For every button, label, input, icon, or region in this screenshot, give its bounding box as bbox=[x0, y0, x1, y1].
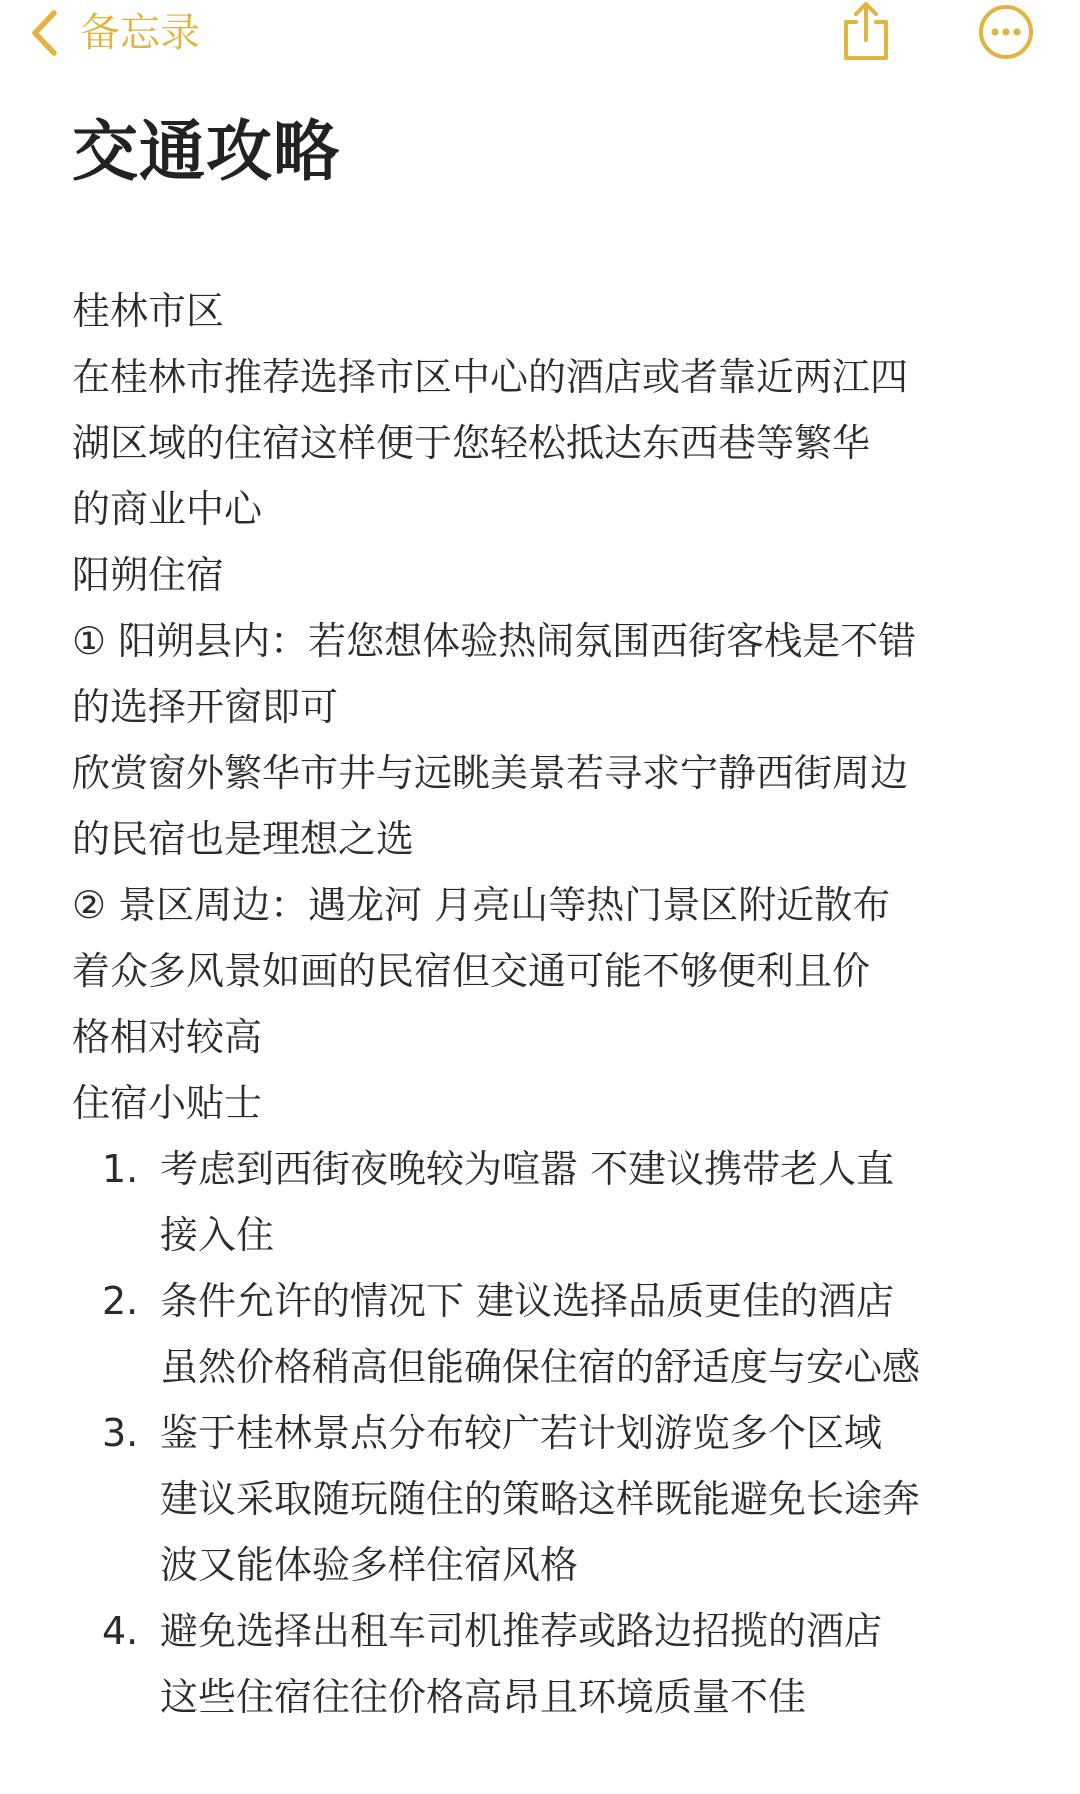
back-label: 备忘录 bbox=[80, 10, 200, 56]
note-line: ② 景区周边：遇龙河 月亮山等热门景区附近散布 bbox=[72, 883, 891, 927]
tip-line: 建议采取随玩随住的策略这样既能避免长途奔 bbox=[160, 1477, 921, 1521]
note-line: 欣赏窗外繁华市井与远眺美景若寻求宁静西街周边 bbox=[72, 751, 909, 795]
note-title[interactable]: 交通攻略 bbox=[72, 113, 340, 190]
tip-text: 鉴于桂林景点分布较广若计划游览多个区域 bbox=[160, 1411, 883, 1455]
note-line: 在桂林市推荐选择市区中心的酒店或者靠近两江四 bbox=[72, 355, 909, 399]
share-button[interactable] bbox=[838, 0, 894, 62]
tip-line: 这些住宿往往价格高昂且环境质量不佳 bbox=[160, 1675, 807, 1719]
tip-item bbox=[72, 1136, 1022, 1268]
tip-line bbox=[160, 1598, 1022, 1664]
tip-line bbox=[160, 1400, 1022, 1466]
tip-line bbox=[160, 1268, 1022, 1334]
tip-line: 波又能体验多样住宿风格 bbox=[160, 1543, 579, 1587]
tip-number: 3. bbox=[102, 1411, 139, 1455]
back-button[interactable] bbox=[30, 6, 200, 60]
navigation-bar bbox=[0, 0, 1080, 66]
note-line: 阳朔住宿 bbox=[72, 553, 225, 597]
tip-number: 2. bbox=[102, 1279, 139, 1323]
tip-item bbox=[72, 1598, 1022, 1730]
note-body[interactable] bbox=[72, 278, 1022, 1730]
note-line: 着众多风景如画的民宿但交通可能不够便利且价 bbox=[72, 949, 871, 993]
note-line: 桂林市区 bbox=[72, 289, 225, 333]
note-line: 的民宿也是理想之选 bbox=[72, 817, 415, 861]
tip-line: 虽然价格稍高但能确保住宿的舒适度与安心感 bbox=[160, 1345, 921, 1389]
note-line: 格相对较高 bbox=[72, 1015, 263, 1059]
tip-text: 避免选择出租车司机推荐或路边招揽的酒店 bbox=[160, 1609, 883, 1653]
note-line: 湖区域的住宿这样便于您轻松抵达东西巷等繁华 bbox=[72, 421, 871, 465]
note-line: ① 阳朔县内：若您想体验热闹氛围西街客栈是不错 bbox=[72, 619, 917, 663]
tip-line bbox=[160, 1136, 1022, 1202]
note-line: 的选择开窗即可 bbox=[72, 685, 339, 729]
share-icon bbox=[838, 0, 894, 62]
note-line: 住宿小贴士 bbox=[72, 1081, 263, 1125]
tip-number: 4. bbox=[102, 1609, 139, 1653]
more-icon bbox=[978, 4, 1034, 60]
tip-text: 条件允许的情况下 建议选择品质更佳的酒店 bbox=[160, 1279, 895, 1323]
more-button[interactable] bbox=[978, 4, 1034, 60]
tip-line: 接入住 bbox=[160, 1213, 275, 1257]
tip-item bbox=[72, 1268, 1022, 1400]
tip-item bbox=[72, 1400, 1022, 1598]
tip-number: 1. bbox=[102, 1147, 139, 1191]
note-line: 的商业中心 bbox=[72, 487, 263, 531]
tip-text: 考虑到西街夜晚较为喧嚣 不建议携带老人直 bbox=[160, 1147, 895, 1191]
chevron-left-icon bbox=[30, 10, 58, 56]
